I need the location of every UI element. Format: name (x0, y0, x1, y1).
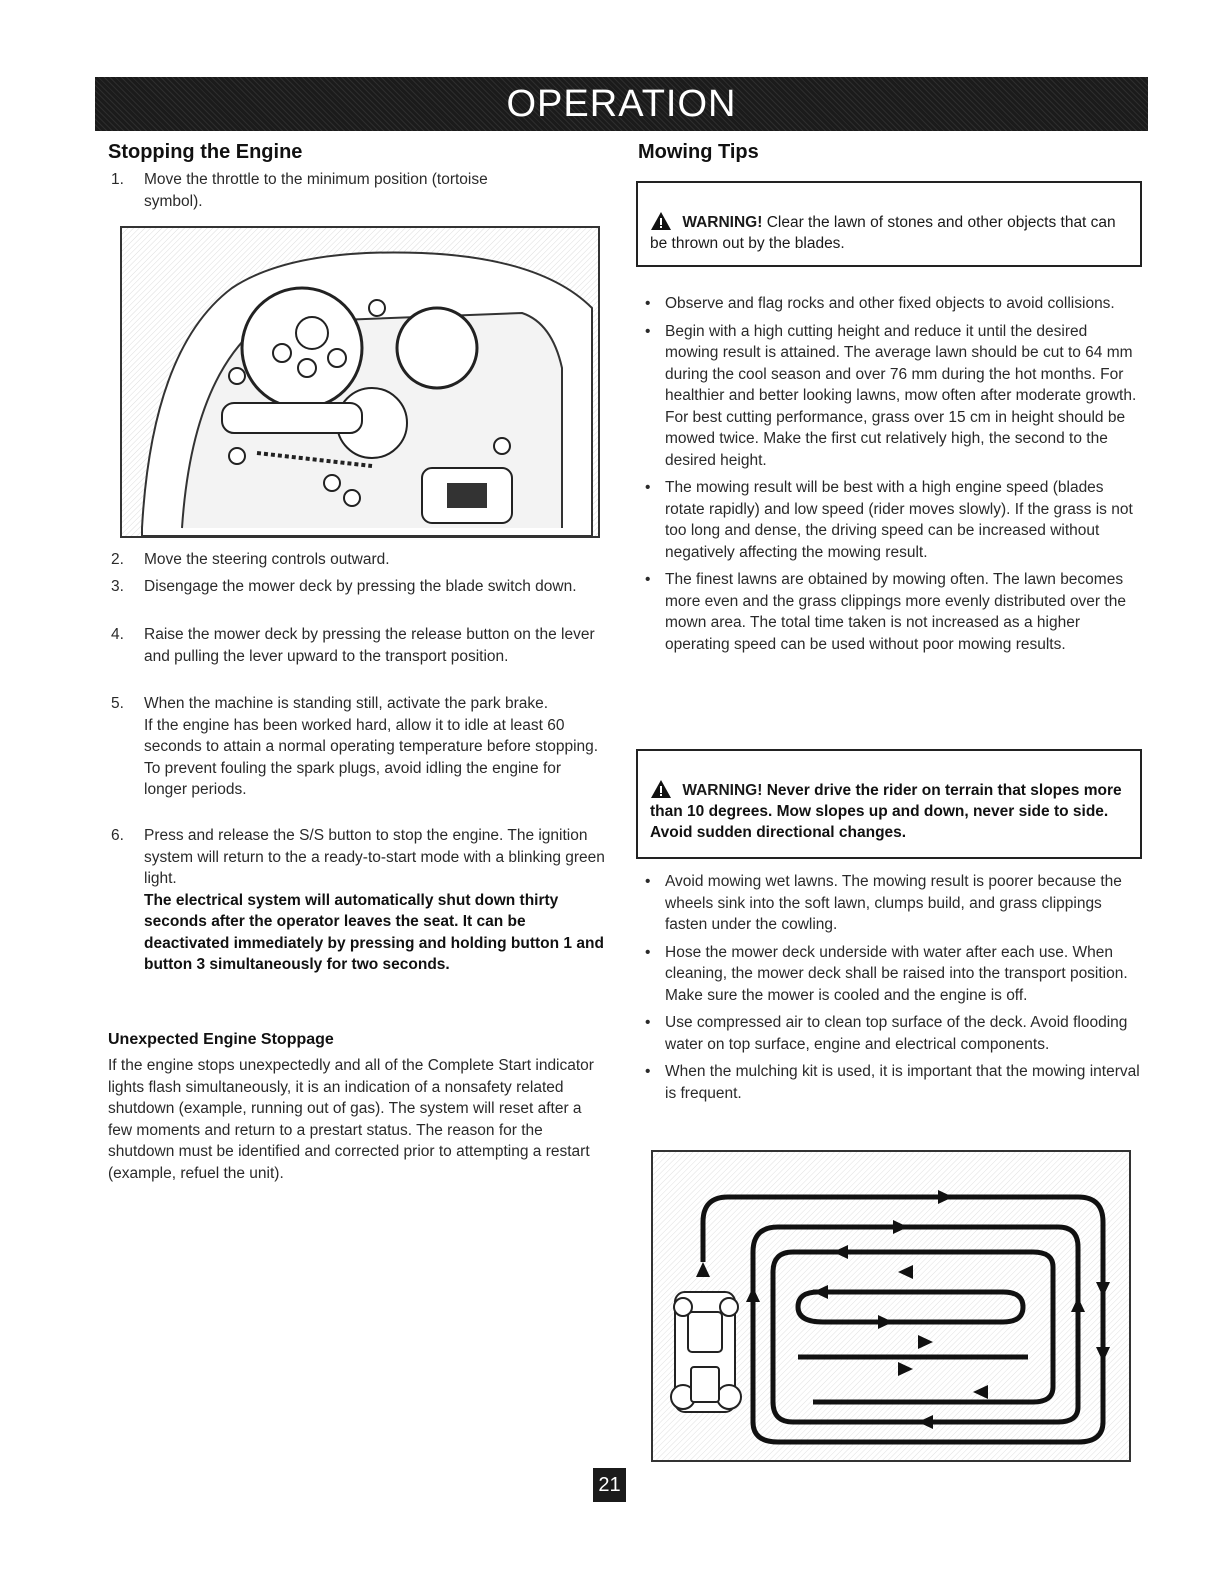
list-item: • The finest lawns are obtained by mowing often. The lawn becomes more even and the grass clippings more evenly distributed over the mown area. The total time taken is not increased as a higher operating speed can be used without poor mowing results. (645, 571, 1126, 653)
header-bar (95, 77, 1148, 131)
mowing-tips-list-1 (643, 293, 1143, 661)
step-4 (111, 624, 601, 667)
list-item: • Observe and flag rocks and other fixed objects to avoid collisions. (643, 293, 1143, 315)
warning-triangle-icon (650, 211, 672, 231)
step-5 (111, 693, 601, 801)
mowing-tips-heading: Mowing Tips (638, 141, 759, 163)
bullet-dot: • (645, 322, 651, 340)
step-number: 5. (111, 695, 124, 712)
list-item: • Begin with a high cutting height and reduce it until the desired mowing result is attained. The average lawn should be cut to 64 mm during the cool season and over 76 mm during the hot months. For healthier and better looking lawns, mow often after moderate growth. For best cutting performance, grass over 15 cm in height should be mowed twice. Make the first cut relatively high, the second to the desired height. (645, 322, 1137, 469)
unexpected-stoppage-heading: Unexpected Engine Stoppage (108, 1031, 334, 1048)
warning-text: Never drive the rider on terrain that slopes more than 10 degrees. Mow slopes up and down, never side to side. Avoid sudden directional changes. (650, 782, 1122, 841)
warning-label: WARNING! (682, 214, 763, 231)
bullet-dot: • (645, 479, 651, 496)
step-number: 4. (111, 626, 124, 643)
step-bold-note: The electrical system will automatically shut down thirty seconds after the operator leaves the seat. It can be deactivated immediately by pressing and holding button 1 and button 3 simultaneously for two seconds. (144, 891, 604, 973)
step-number: 3. (111, 578, 124, 595)
page-number: 21 (593, 1468, 626, 1502)
step-number: 1. (111, 171, 124, 188)
step-text: Move the throttle to the minimum position (tortoise symbol). (144, 171, 488, 210)
step-number: 2. (111, 551, 124, 568)
warning-box-slopes (636, 749, 1142, 859)
warning-text: Clear the lawn of stones and other objects that can be thrown out by the blades. (650, 214, 1116, 252)
list-item: • Avoid mowing wet lawns. The mowing result is poorer because the wheels sink into the soft lawn, clumps build, and grass clippings fasten under the cowling. (645, 873, 1122, 933)
rider-mower-illustration (671, 1292, 741, 1412)
stopping-engine-heading: Stopping the Engine (108, 141, 303, 163)
bullet-dot: • (645, 1014, 651, 1031)
step-note: If the engine has been worked hard, allow it to idle at least 60 seconds to attain a normal operating temperature before stopping. To prevent fouling the spark plugs, avoid idling the engine for longer periods. (144, 716, 599, 798)
warning-triangle-icon (650, 779, 672, 799)
step-text: Move the steering controls outward. (144, 551, 390, 568)
bullet-dot: • (645, 1063, 651, 1080)
page-title: OPERATION (506, 83, 737, 125)
bullet-dot: • (645, 943, 651, 961)
mowing-pattern-figure (651, 1150, 1131, 1462)
warning-label: WARNING! (682, 782, 763, 799)
list-item: • The mowing result will be best with a high engine speed (blades rotate rapidly) and low speed (rider moves slowly). If the grass is not too long and dense, the driving speed can be increased without negatively affecting the mowing result. (645, 479, 1133, 561)
step-3 (111, 576, 601, 598)
step-text: Disengage the mower deck by pressing the blade switch down. (144, 578, 577, 595)
bullet-dot: • (645, 873, 651, 890)
step-1 (111, 169, 541, 212)
bullet-dot: • (645, 295, 651, 312)
mowing-pattern-illustration (653, 1152, 1129, 1460)
step-number: 6. (111, 827, 124, 844)
dashboard-figure (120, 226, 600, 538)
list-item: • When the mulching kit is used, it is important that the mowing interval is frequent. (645, 1063, 1140, 1102)
mowing-tips-list-2 (643, 871, 1143, 1110)
step-text: Press and release the S/S button to stop the engine. The ignition system will return to the a ready-to-start mode with a blinking green light. (144, 827, 605, 887)
step-text: When the machine is standing still, activate the park brake. (144, 695, 549, 712)
list-item: • Hose the mower deck underside with water after each use. When cleaning, the mower deck shall be raised into the transport position. Make sure the mower is cooled and the engine is off. (645, 943, 1128, 1004)
unexpected-stoppage-paragraph: If the engine stops unexpectedly and all of the Complete Start indicator lights flash simultaneously, it is an indication of a nonsafety related shutdown (example, running out of gas). The system will reset after a few moments and return to a prestart status. The reason for the shutdown must be identified and corrected prior to attempting a restart (example, refuel the unit). (108, 1057, 594, 1182)
bullet-dot: • (645, 571, 651, 588)
step-text: Raise the mower deck by pressing the release button on the lever and pulling the lever upward to the transport position. (144, 626, 595, 665)
warning-box-stones (636, 181, 1142, 267)
list-item: • Use compressed air to clean top surface of the deck. Avoid flooding water on top surface, engine and electrical components. (645, 1014, 1128, 1053)
dashboard-illustration (122, 228, 598, 536)
step-2 (111, 549, 601, 571)
step-6 (111, 825, 611, 976)
